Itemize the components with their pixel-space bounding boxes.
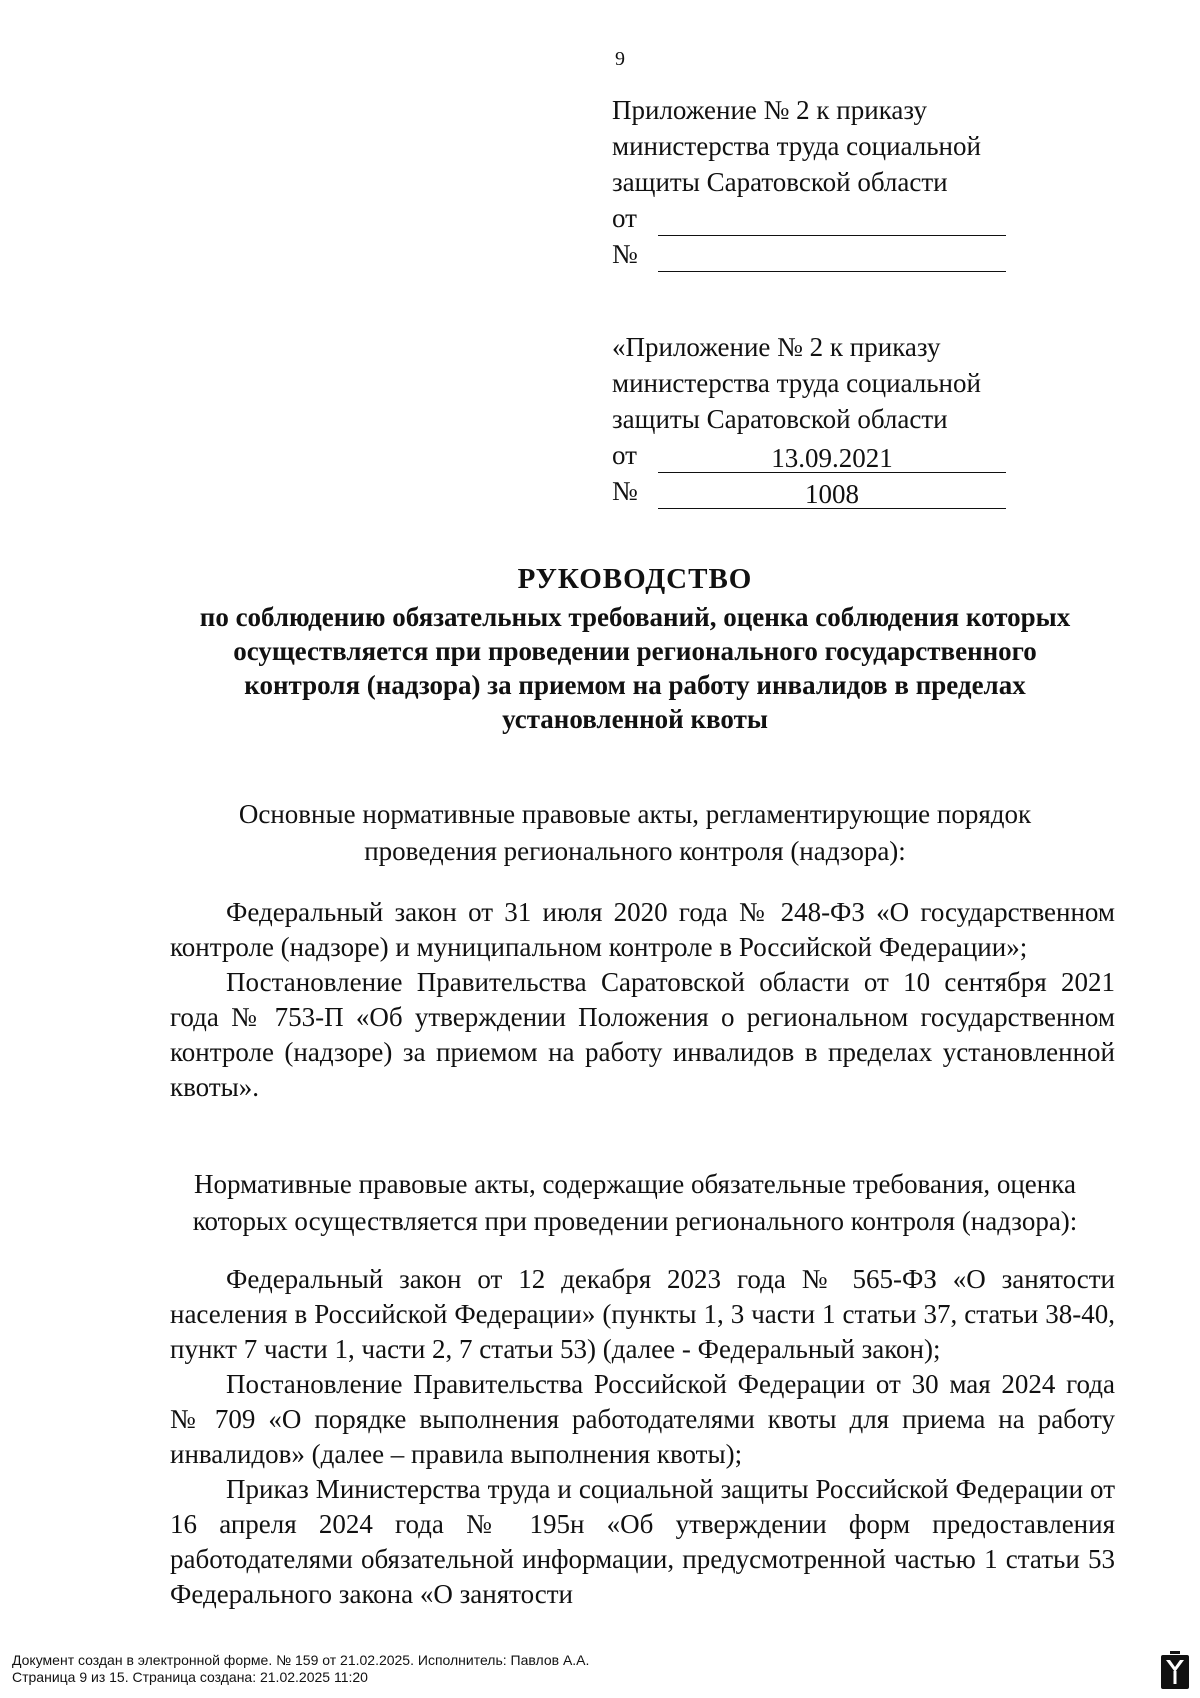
appendix-line: защиты Саратовской области — [612, 167, 948, 197]
date-value: 13.09.2021 — [658, 443, 1006, 473]
heading-line: Нормативные правовые акты, содержащие обязательные требования, оценка — [194, 1169, 1076, 1199]
footer-line-page: Страница 9 из 15. Страница создана: 21.02.2025 11:20 — [12, 1669, 368, 1685]
appendix-header-new — [612, 92, 1012, 272]
appendix-line: министерства труда социальной — [612, 368, 981, 398]
title-line: осуществляется при проведении регионального государственного — [233, 636, 1037, 666]
title-line: установленной квоты — [502, 704, 768, 734]
number-row — [612, 236, 1012, 272]
title-line: контроля (надзора) за приемом на работу инвалидов в пределах — [244, 670, 1026, 700]
number-value — [658, 242, 1006, 272]
emblem-icon — [1160, 1650, 1190, 1690]
paragraph: Постановление Правительства Саратовской области от 10 сентября 2021 года № 753-П «Об утверждении Положения о региональном государственном контроле (надзоре) за приемом на работу инвалидов в пределах установленной квоты». — [170, 967, 1115, 1102]
heading-line: которых осуществляется при проведении регионального контроля (надзора): — [192, 1206, 1078, 1236]
title-main: РУКОВОДСТВО — [517, 563, 753, 595]
heading-line: проведения регионального контроля (надзора): — [364, 836, 906, 866]
paragraph: Приказ Министерства труда и социальной защиты Российской Федерации от 16 апреля 2024 года № 195н «Об утверждении форм предоставления работодателями обязательной информации, предусмотренной частью 1 статьи 53 Федерального закона «О занятости — [170, 1474, 1115, 1609]
date-value — [658, 206, 1006, 236]
appendix-line: министерства труда социальной — [612, 131, 981, 161]
appendix-line: «Приложение № 2 к приказу — [612, 332, 941, 362]
number-row — [612, 473, 1012, 509]
number-label: № — [612, 239, 638, 269]
appendix-line: защиты Саратовской области — [612, 404, 948, 434]
heading-line: Основные нормативные правовые акты, регламентирующие порядок — [238, 799, 1032, 829]
paragraph: Федеральный закон от 31 июля 2020 года № 248-ФЗ «О государственном контроле (надзоре) и муниципальном контроле в Российской Федерации»; — [170, 897, 1115, 962]
section-heading-requirements — [160, 1166, 1110, 1240]
document-footer — [12, 1652, 589, 1686]
date-row — [612, 437, 1012, 473]
date-label: от — [612, 440, 637, 470]
number-label: № — [612, 476, 638, 506]
footer-line-document: Документ создан в электронной форме. № 159 от 21.02.2025. Исполнитель: Павлов А.А. — [12, 1652, 590, 1668]
date-label: от — [612, 203, 637, 233]
number-value: 1008 — [658, 479, 1006, 509]
title-line: по соблюдению обязательных требований, оценка соблюдения которых — [199, 602, 1071, 632]
document-title — [160, 562, 1110, 736]
paragraph: Федеральный закон от 12 декабря 2023 года № 565-ФЗ «О занятости населения в Российской Федерации» (пункты 1, 3 части 1 статьи 37, статьи 38-40, пункт 7 части 1, части 2, 7 статьи 53) (далее - Федеральный закон); — [170, 1264, 1115, 1364]
date-row — [612, 200, 1012, 236]
section-body-procedure — [170, 895, 1115, 1105]
section-body-requirements — [170, 1262, 1115, 1612]
appendix-line: Приложение № 2 к приказу — [612, 95, 927, 125]
page-number: 9 — [615, 48, 625, 70]
section-heading-procedure — [160, 796, 1110, 870]
appendix-header-old — [612, 329, 1012, 509]
paragraph: Постановление Правительства Российской Федерации от 30 мая 2024 года № 709 «О порядке выполнения работодателями квоты для приема на работу инвалидов» (далее – правила выполнения квоты); — [170, 1369, 1115, 1469]
